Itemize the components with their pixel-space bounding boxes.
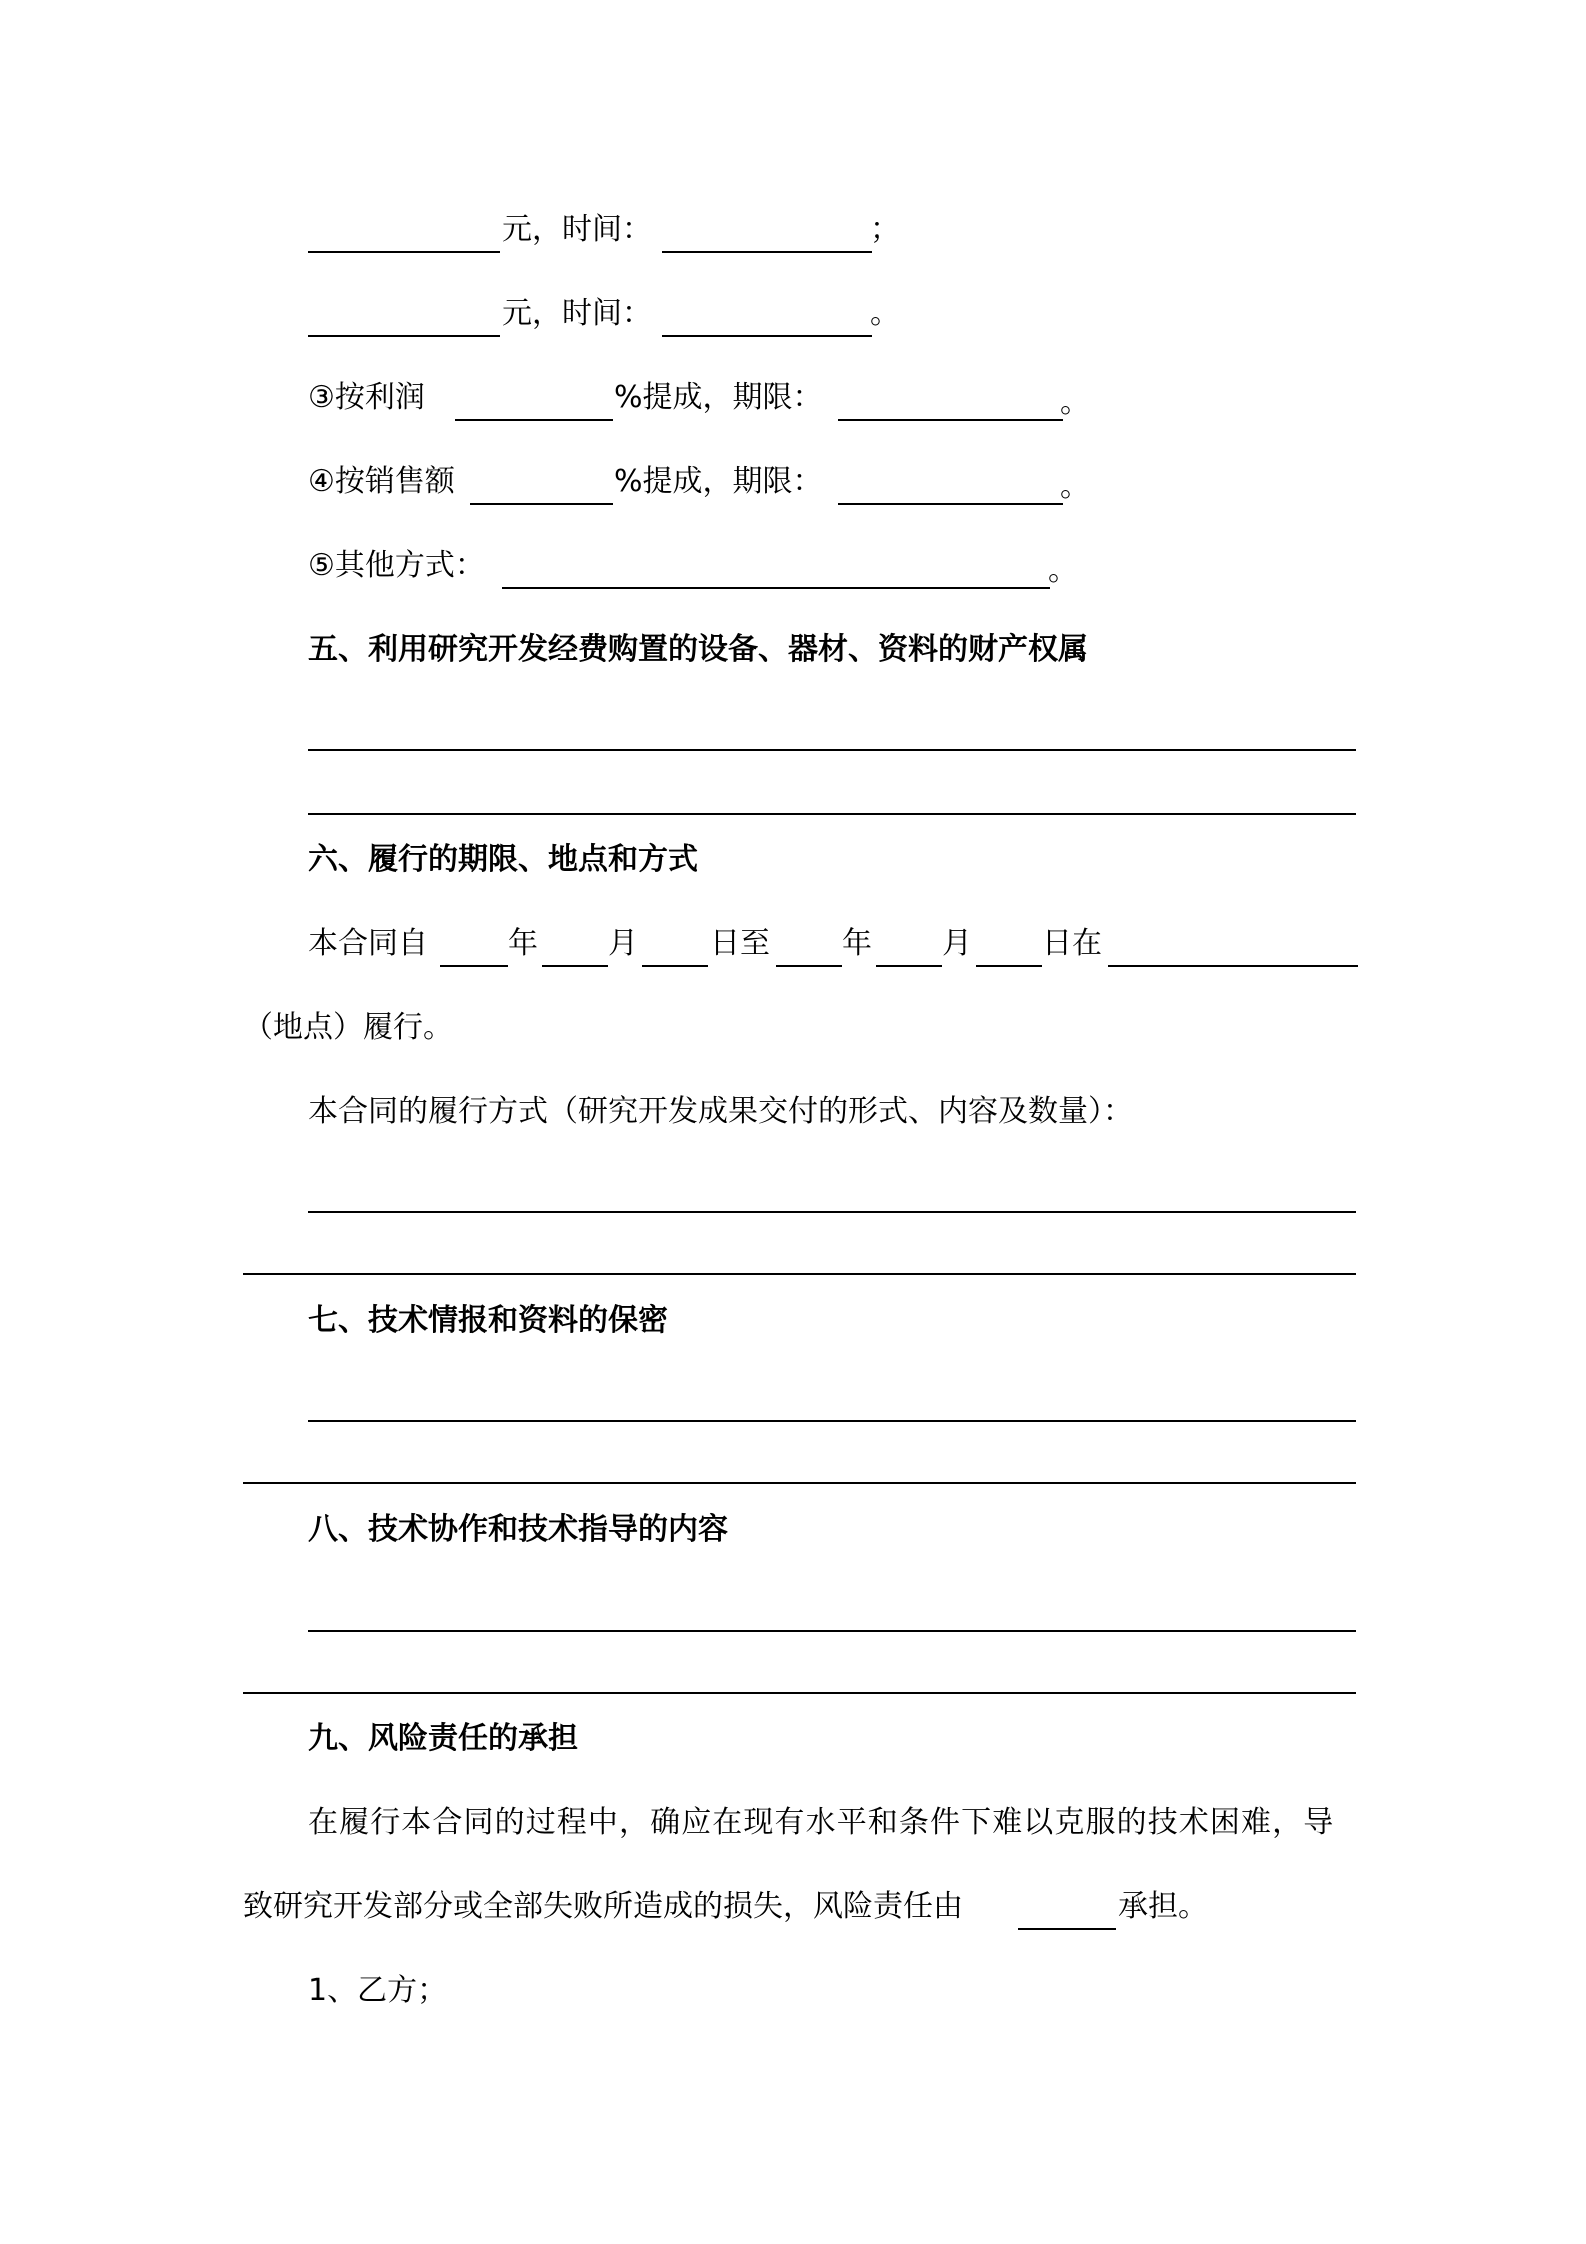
amount-blank-2[interactable] bbox=[308, 335, 500, 337]
risk-paragraph-line-2: 致研究开发部分或全部失败所造成的损失，风险责任由 bbox=[243, 1889, 963, 1924]
profit-period: 。 bbox=[1060, 385, 1090, 420]
start-year-label: 年 bbox=[508, 926, 538, 961]
performance-method-label: 本合同的履行方式（研究开发成果交付的形式、内容及数量）： bbox=[308, 1094, 1133, 1129]
time-blank-2[interactable] bbox=[662, 335, 872, 337]
section5-heading: 五、利用研究开发经费购置的设备、器材、资料的财产权属 bbox=[308, 632, 1088, 667]
section5-blank-line-1[interactable] bbox=[308, 749, 1356, 751]
yuan-time-label-2: 元，时间： bbox=[502, 296, 652, 331]
risk-bearer-blank[interactable] bbox=[1018, 1928, 1116, 1930]
section8-blank-line-2[interactable] bbox=[243, 1692, 1356, 1694]
section5-blank-line-2[interactable] bbox=[308, 813, 1356, 815]
sales-percent-blank[interactable] bbox=[470, 503, 613, 505]
sales-term-blank[interactable] bbox=[838, 503, 1063, 505]
start-day-blank[interactable] bbox=[642, 965, 708, 967]
sales-period: 。 bbox=[1060, 469, 1090, 504]
other-method-label: ⑤其他方式： bbox=[308, 548, 485, 583]
sales-method-label: ④按销售额 bbox=[308, 464, 455, 499]
profit-percent-label: %提成，期限： bbox=[614, 380, 823, 415]
start-day-to-label: 日至 bbox=[710, 926, 770, 961]
period-2: 。 bbox=[870, 296, 900, 331]
semicolon-1: ； bbox=[870, 212, 900, 247]
end-year-label: 年 bbox=[842, 926, 872, 961]
option-party-b: 1、乙方； bbox=[308, 1973, 448, 2008]
start-month-blank[interactable] bbox=[542, 965, 608, 967]
end-month-blank[interactable] bbox=[876, 965, 942, 967]
yuan-time-label-1: 元，时间： bbox=[502, 212, 652, 247]
other-period: 。 bbox=[1048, 553, 1078, 588]
profit-percent-blank[interactable] bbox=[455, 419, 613, 421]
sales-percent-label: %提成，期限： bbox=[614, 464, 823, 499]
location-blank[interactable] bbox=[1108, 965, 1358, 967]
risk-bearer-suffix: 承担。 bbox=[1118, 1889, 1208, 1924]
amount-blank-1[interactable] bbox=[308, 251, 500, 253]
profit-term-blank[interactable] bbox=[838, 419, 1063, 421]
term-from-label: 本合同自 bbox=[308, 926, 428, 961]
performance-method-line-1[interactable] bbox=[308, 1211, 1356, 1213]
profit-method-label: ③按利润 bbox=[308, 380, 425, 415]
end-day-blank[interactable] bbox=[976, 965, 1042, 967]
section7-blank-line-2[interactable] bbox=[243, 1482, 1356, 1484]
time-blank-1[interactable] bbox=[662, 251, 872, 253]
section7-heading: 七、技术情报和资料的保密 bbox=[308, 1303, 668, 1338]
end-day-at-label: 日在 bbox=[1042, 926, 1102, 961]
section6-heading: 六、履行的期限、地点和方式 bbox=[308, 842, 698, 877]
end-year-blank[interactable] bbox=[776, 965, 842, 967]
other-method-blank[interactable] bbox=[502, 587, 1050, 589]
end-month-label: 月 bbox=[942, 926, 972, 961]
section8-heading: 八、技术协作和技术指导的内容 bbox=[308, 1512, 728, 1547]
section7-blank-line-1[interactable] bbox=[308, 1420, 1356, 1422]
start-year-blank[interactable] bbox=[440, 965, 508, 967]
risk-paragraph-line-1: 在履行本合同的过程中，确应在现有水平和条件下难以克服的技术困难，导 bbox=[308, 1805, 1335, 1840]
performance-method-line-2[interactable] bbox=[243, 1273, 1356, 1275]
section9-heading: 九、风险责任的承担 bbox=[308, 1721, 578, 1756]
section8-blank-line-1[interactable] bbox=[308, 1630, 1356, 1632]
start-month-label: 月 bbox=[608, 926, 638, 961]
location-suffix: （地点）履行。 bbox=[243, 1010, 453, 1045]
